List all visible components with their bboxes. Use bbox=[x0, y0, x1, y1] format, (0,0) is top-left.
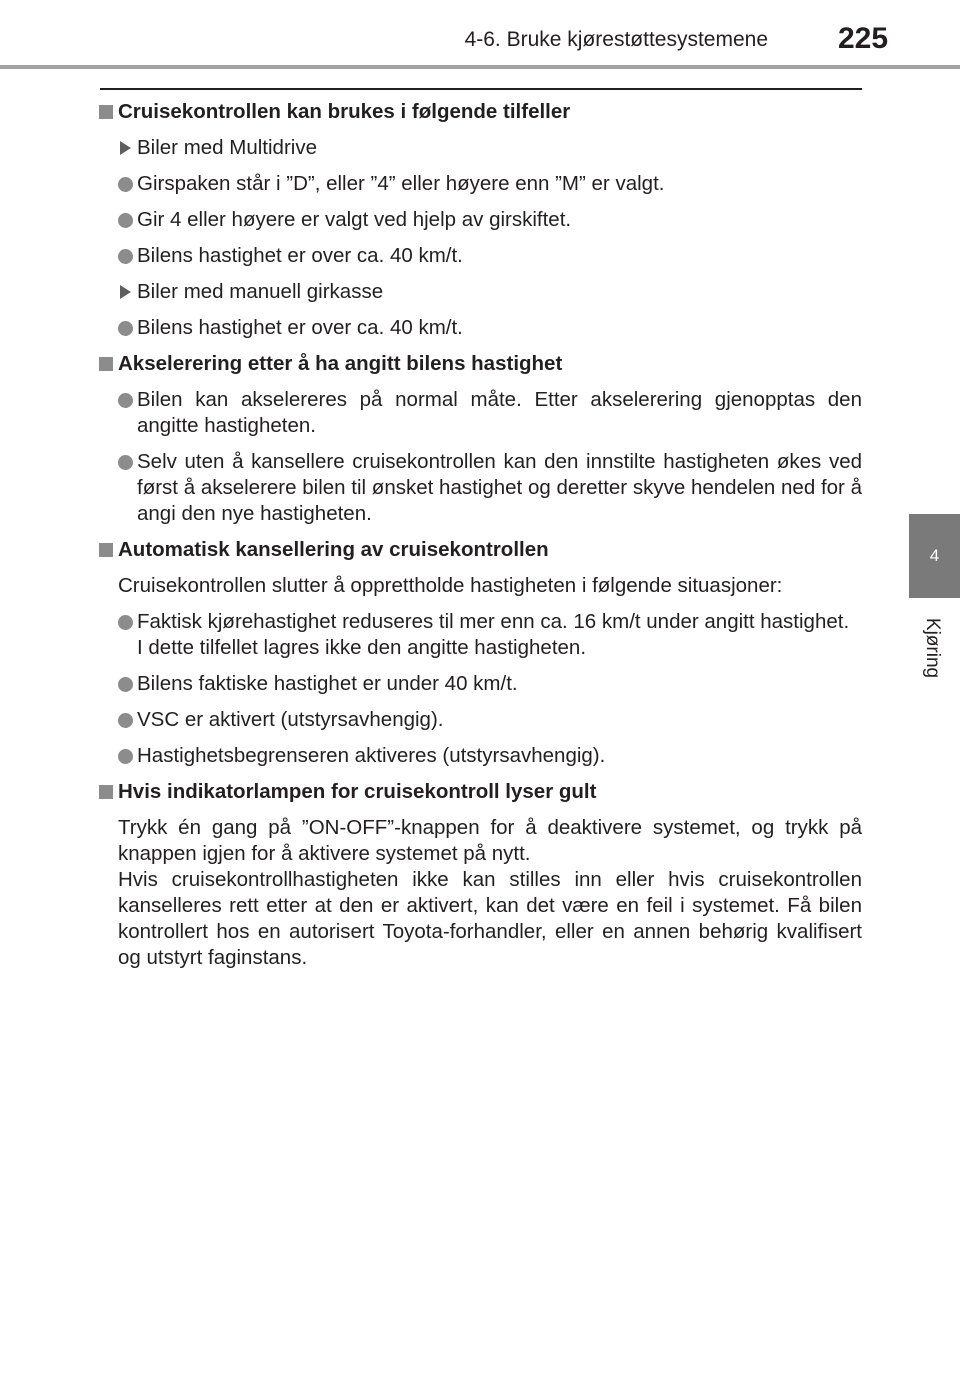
section-heading-text: Cruisekontrollen kan brukes i følgende tilfeller bbox=[118, 100, 571, 123]
list-item-text: Bilens hastighet er over ca. 40 km/t. bbox=[137, 316, 463, 339]
section-heading bbox=[99, 351, 862, 377]
list-item-text: Bilen kan akselereres på normal måte. Etter akselerering gjenopptas den angitte hastigheten. bbox=[137, 388, 862, 437]
list-item bbox=[99, 135, 862, 161]
chapter-tab-label-text: Kjøring bbox=[922, 617, 943, 679]
square-bullet-icon bbox=[99, 105, 113, 119]
section-body bbox=[99, 815, 862, 971]
list-item-note: I dette tilfellet lagres ikke den angitte hastigheten. bbox=[137, 636, 587, 659]
list-item bbox=[99, 707, 862, 733]
list-item bbox=[99, 449, 862, 527]
section-acceleration bbox=[99, 351, 862, 527]
list-item-text: VSC er aktivert (utstyrsavhengig). bbox=[137, 708, 444, 731]
triangle-bullet-icon bbox=[120, 285, 131, 299]
list-item-text: Gir 4 eller høyere er valgt ved hjelp av girskiftet. bbox=[137, 208, 572, 231]
circle-bullet-icon bbox=[118, 455, 133, 470]
square-bullet-icon bbox=[99, 785, 113, 799]
triangle-bullet-icon bbox=[120, 141, 131, 155]
list-item bbox=[99, 315, 862, 341]
list-item bbox=[99, 671, 862, 697]
list-item-text: Biler med Multidrive bbox=[137, 136, 317, 159]
list-item-text: Hastighetsbegrenseren aktiveres (utstyrsavhengig). bbox=[137, 744, 606, 767]
section-auto-cancel bbox=[99, 537, 862, 769]
circle-bullet-icon bbox=[118, 177, 133, 192]
section-heading bbox=[99, 537, 862, 563]
content-divider bbox=[100, 88, 862, 90]
list-item-text: Bilens hastighet er over ca. 40 km/t. bbox=[137, 244, 463, 267]
circle-bullet-icon bbox=[118, 713, 133, 728]
list-item bbox=[99, 171, 862, 197]
list-item bbox=[99, 279, 862, 305]
list-item bbox=[99, 387, 862, 439]
list-item-text: Faktisk kjørehastighet reduseres til mer enn ca. 16 km/t under angitt hastighet. bbox=[137, 610, 850, 633]
list-item bbox=[99, 207, 862, 233]
square-bullet-icon bbox=[99, 543, 113, 557]
list-item-text: Biler med manuell girkasse bbox=[137, 280, 384, 303]
list-item bbox=[99, 609, 862, 661]
page-content bbox=[99, 99, 862, 981]
section-conditions bbox=[99, 99, 862, 341]
section-heading-text: Akselerering etter å ha angitt bilens hastighet bbox=[118, 352, 563, 375]
header-divider bbox=[0, 65, 960, 69]
circle-bullet-icon bbox=[118, 213, 133, 228]
section-heading bbox=[99, 779, 862, 805]
chapter-tab bbox=[909, 514, 960, 598]
chapter-title: 4-6. Bruke kjørestøttesystemene bbox=[464, 28, 768, 51]
chapter-tab-label bbox=[892, 608, 960, 688]
list-item bbox=[99, 243, 862, 269]
paragraph: Hvis cruisekontrollhastigheten ikke kan stilles inn eller hvis cruisekontrollen kanselleres rett etter at den er aktivert, kan det være en feil i systemet. Få bilen kontrollert hos en autorisert Toyota-forhandler, eller en annen behørig kvalifisert og utstyrt faginstans. bbox=[118, 868, 862, 969]
section-heading-text: Automatisk kansellering av cruisekontrollen bbox=[118, 538, 549, 561]
circle-bullet-icon bbox=[118, 677, 133, 692]
section-heading bbox=[99, 99, 862, 125]
section-indicator-lamp bbox=[99, 779, 862, 971]
page-number: 225 bbox=[838, 22, 889, 55]
circle-bullet-icon bbox=[118, 749, 133, 764]
list-item-text: Selv uten å kansellere cruisekontrollen kan den innstilte hastigheten økes ved først å akselerere bilen til ønsket hastighet og deretter skyve hendelen ned for å angi den nye hastigheten. bbox=[137, 450, 862, 525]
chapter-tab-number: 4 bbox=[929, 546, 940, 565]
section-heading-text: Hvis indikatorlampen for cruisekontroll lyser gult bbox=[118, 780, 597, 803]
section-intro: Cruisekontrollen slutter å opprettholde hastigheten i følgende situasjoner: bbox=[118, 574, 783, 597]
list-item bbox=[99, 743, 862, 769]
circle-bullet-icon bbox=[118, 393, 133, 408]
circle-bullet-icon bbox=[118, 249, 133, 264]
list-item-text: Girspaken står i ”D”, eller ”4” eller høyere enn ”M” er valgt. bbox=[137, 172, 665, 195]
paragraph: Trykk én gang på ”ON-OFF”-knappen for å deaktivere systemet, og trykk på knappen igjen for å aktivere systemet på nytt. bbox=[118, 816, 862, 865]
circle-bullet-icon bbox=[118, 615, 133, 630]
square-bullet-icon bbox=[99, 357, 113, 371]
list-item-text: Bilens faktiske hastighet er under 40 km/t. bbox=[137, 672, 518, 695]
circle-bullet-icon bbox=[118, 321, 133, 336]
